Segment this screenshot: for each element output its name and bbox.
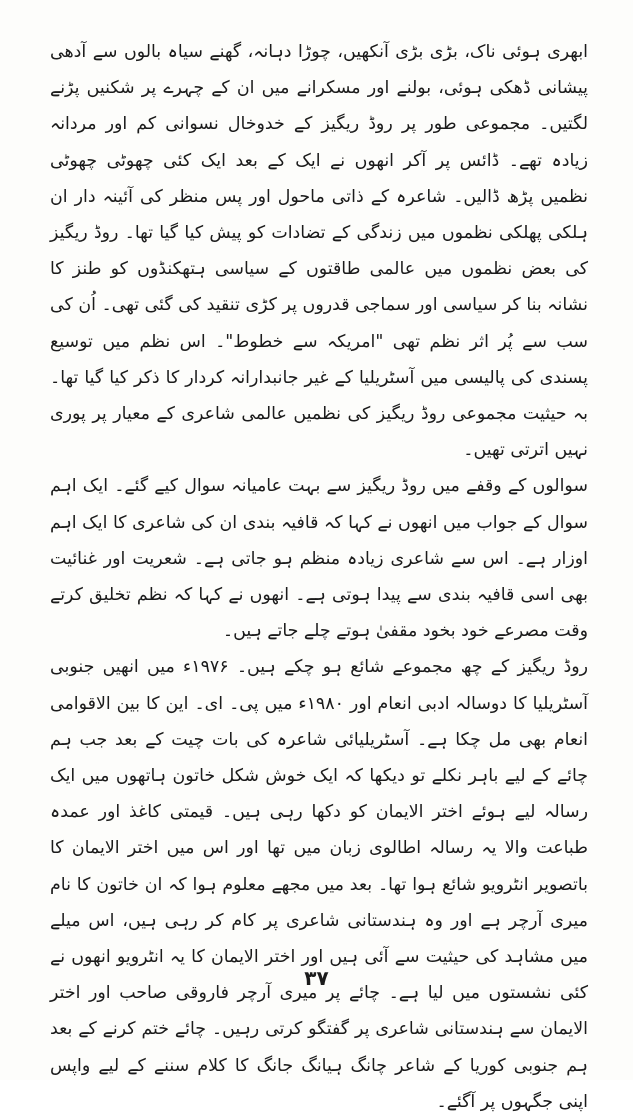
body-text (50, 34, 588, 1120)
paragraph-1: ابھری ہوئی ناک، بڑی بڑی آنکھیں، چوڑا دہانہ، گھنے سیاہ بالوں سے آدھی پیشانی ڈھکی ہوئی، بولنے اور مسکرانے میں ان کے چہرے پر شکنیں پڑنے لگتیں۔ مجموعی طور پر روڈ ریگیز کے خدوخال نسوانی کم اور مردانہ زیادہ تھے۔ ڈائس پر آکر انھوں نے ایک کے بعد ایک کئی چھوٹی چھوٹی نظمیں پڑھ ڈالیں۔ شاعرہ کے ذاتی ماحول اور پس منظر کی آئینہ دار ان ہلکی پھلکی نظموں میں زندگی کے تضادات کو پیش کیا گیا تھا۔ روڈ ریگیز کی بعض نظموں میں عالمی طاقتوں کے سیاسی ہتھکنڈوں کو طنز کا نشانہ بنا کر سیاسی اور سماجی قدروں پر کڑی تنقید کی گئی تھی۔ اُن کی سب سے پُر اثر نظم تھی "امریکہ سے خطوط"۔ اس نظم میں توسیع پسندی کی پالیسی میں آسٹریلیا کے غیر جانبدارانہ کردار کا ذکر کیا گیا تھا۔ بہ حیثیت مجموعی روڈ ریگیز کی نظمیں عالمی شاعری کے معیار پر پوری نہیں اترتی تھیں۔ (50, 42, 588, 461)
page-number: ۳۷ (304, 966, 329, 990)
paragraph-2: سوالوں کے وقفے میں روڈ ریگیز سے بہت عامیانہ سوال کیے گئے۔ ایک اہم سوال کے جواب میں انھوں نے کہا کہ قافیہ بندی ان کی شاعری کا ایک اہم اوزار ہے۔ اس سے شاعری زیادہ منظم ہو جاتی ہے۔ شعریت اور غنائیت بھی اسی قافیہ بندی سے پیدا ہوتی ہے۔ انھوں نے کہا کہ نظم تخلیق کرتے وقت مصرعے خود بخود مقفیٰ ہوتے چلے جاتے ہیں۔ (50, 476, 588, 642)
paragraph-3: روڈ ریگیز کے چھ مجموعے شائع ہو چکے ہیں۔ ۱۹۷۶ء میں انھیں جنوبی آسٹریلیا کا دوسالہ ادبی انعام اور ۱۹۸۰ء میں پی۔ ای۔ این کا بین الاقوامی انعام بھی مل چکا ہے۔ آسٹریلیائی شاعرہ کی بات چیت کے بعد جب ہم چائے کے لیے باہر نکلے تو دیکھا کہ ایک خوش شکل خاتون ہاتھوں میں ایک رسالہ لیے ہوئے اختر الایمان کو دکھا رہی ہیں۔ قیمتی کاغذ اور عمدہ طباعت والا یہ رسالہ اطالوی زبان میں تھا اور اس میں اختر الایمان کا باتصویر انٹرویو شائع ہوا تھا۔ بعد میں مجھے معلوم ہوا کہ ان خاتون کا نام میری آرچر ہے اور وہ ہندستانی شاعری پر کام کر رہی ہیں، اس میلے میں مشاہد کی حیثیت سے آئی ہیں اور اختر الایمان کا یہ انٹرویو انھوں نے کئی نشستوں میں لیا ہے۔ چائے پر میری آرچر فاروقی صاحب اور اختر الایمان سے ہندستانی شاعری پر گفتگو کرتی رہیں۔ چائے ختم کرنے کے بعد ہم جنوبی کوریا کے شاعر چانگ ہیانگ جانگ کا کلام سننے کے لیے واپس اپنی جگہوں پر آگئے۔ (50, 657, 588, 1112)
